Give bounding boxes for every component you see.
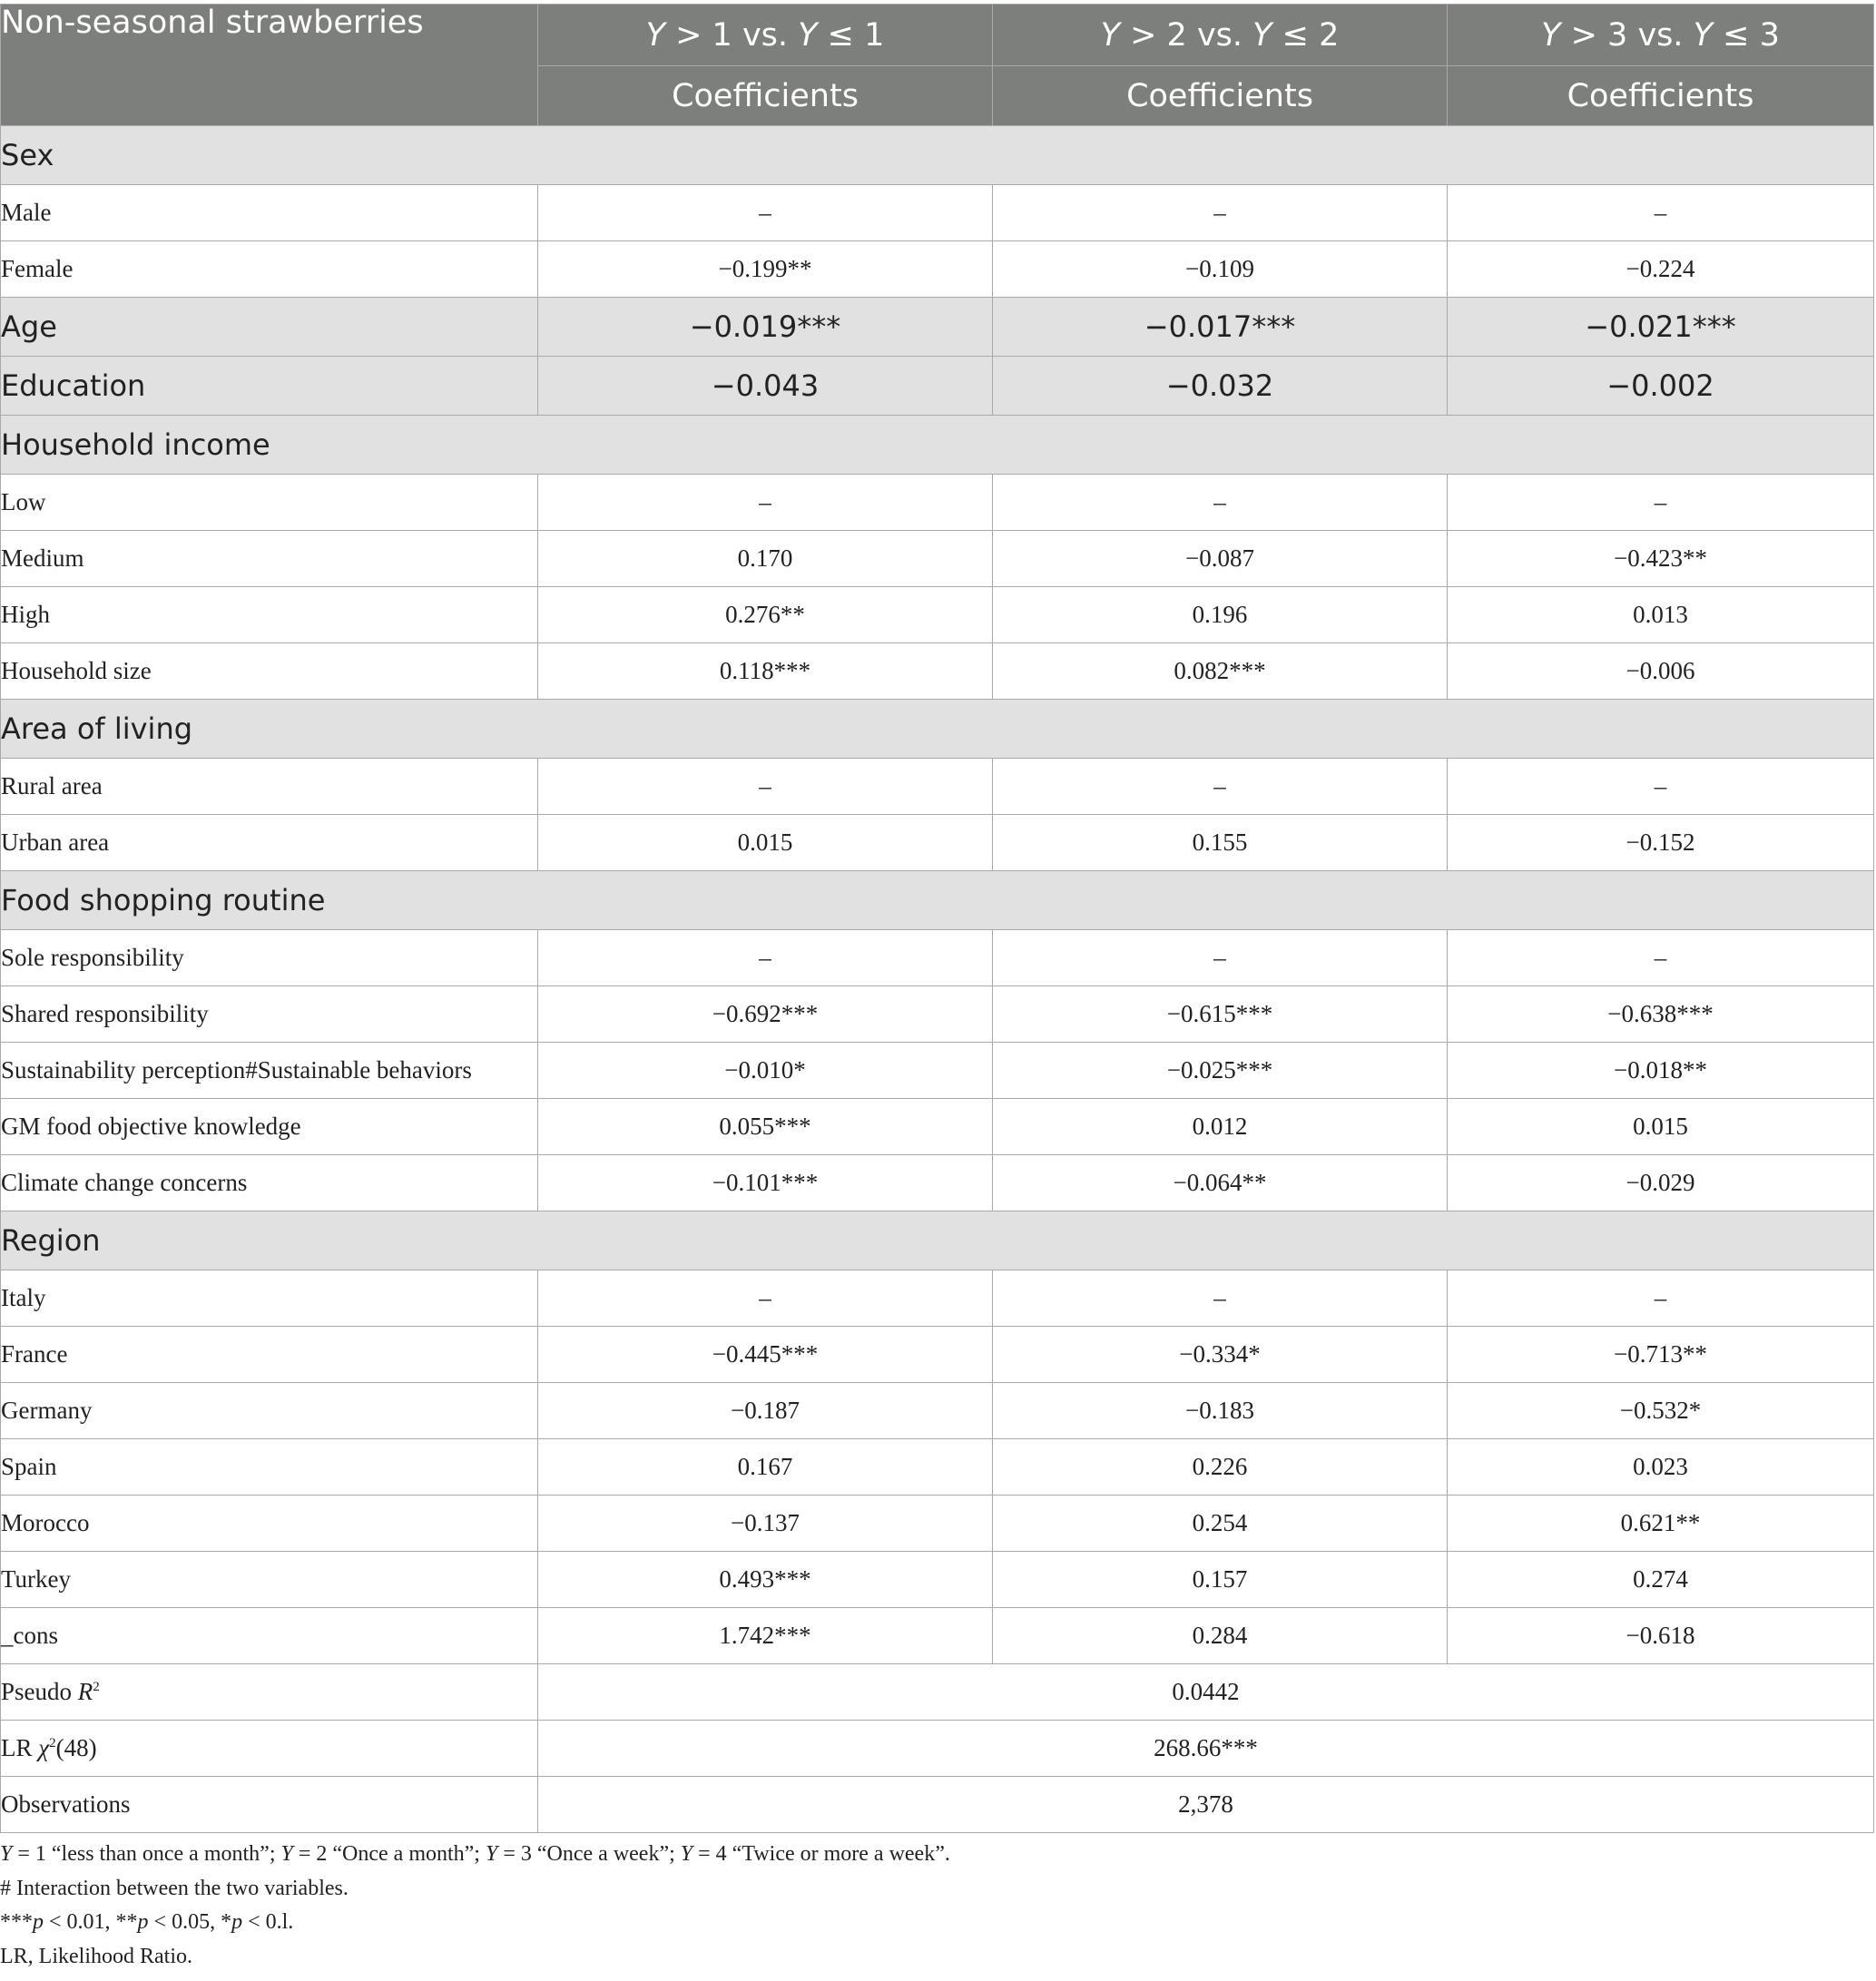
table-row	[1, 185, 1874, 241]
row-label: Male	[1, 185, 538, 241]
stat-row-lr	[1, 1721, 1874, 1777]
cell: 0.274	[1448, 1552, 1874, 1608]
italic-symbol: p	[231, 1910, 243, 1934]
cell: −0.618	[1448, 1608, 1874, 1664]
table-row	[1, 1327, 1874, 1383]
cell: −0.187	[538, 1383, 993, 1439]
row-label: LR $\chi^2(48)$	[1, 1721, 538, 1777]
cell: −0.018**	[1448, 1043, 1874, 1099]
cell: −0.029	[1448, 1155, 1874, 1211]
row-label: Spain	[1, 1439, 538, 1496]
cell: −0.010*	[538, 1043, 993, 1099]
cell: –	[993, 1270, 1448, 1327]
cell: −0.692***	[538, 986, 993, 1043]
cell: –	[1448, 759, 1874, 815]
table-row	[1, 241, 1874, 298]
cell: −0.002	[1448, 357, 1874, 416]
row-label: Rural area	[1, 759, 538, 815]
section-label: Food shopping routine	[1, 871, 1874, 930]
table-row	[1, 759, 1874, 815]
cell: −0.638***	[1448, 986, 1874, 1043]
stat-value: 2,378	[538, 1777, 1874, 1833]
cell: −0.224	[1448, 241, 1874, 298]
cell: −0.087	[993, 531, 1448, 587]
cell: 0.621**	[1448, 1496, 1874, 1552]
row-label: High	[1, 587, 538, 643]
cell: −0.615***	[993, 986, 1448, 1043]
variable-row	[1, 357, 1874, 416]
section-row	[1, 1211, 1874, 1270]
row-label: Morocco	[1, 1496, 538, 1552]
cell: –	[1448, 475, 1874, 531]
cell: –	[538, 185, 993, 241]
cell: −0.021***	[1448, 298, 1874, 357]
cell: 0.155	[993, 815, 1448, 871]
table-row	[1, 1439, 1874, 1496]
section-label: Region	[1, 1211, 1874, 1270]
cell: –	[538, 759, 993, 815]
row-label: Observations	[1, 1777, 538, 1833]
cell: −0.032	[993, 357, 1448, 416]
cell: −0.713**	[1448, 1327, 1874, 1383]
table-row	[1, 1270, 1874, 1327]
cell: –	[538, 930, 993, 986]
subheader-2: Coefficients	[993, 66, 1448, 126]
row-label: Female	[1, 241, 538, 298]
italic-symbol: Y	[0, 1842, 13, 1866]
table-row	[1, 1099, 1874, 1155]
cell: 0.015	[538, 815, 993, 871]
footnote-text: = 3 “Once a week”;	[497, 1842, 681, 1866]
footnote-text: < 0.01, **	[44, 1910, 138, 1934]
cell: −0.183	[993, 1383, 1448, 1439]
header-row	[1, 5, 1874, 66]
row-label: Urban area	[1, 815, 538, 871]
row-label: GM food objective knowledge	[1, 1099, 538, 1155]
cell: 0.226	[993, 1439, 1448, 1496]
cell: 0.023	[1448, 1439, 1874, 1496]
footnote-outcome-definitions	[0, 1838, 1870, 1872]
row-label: Education	[1, 357, 538, 416]
table-row	[1, 1608, 1874, 1664]
section-label: Sex	[1, 126, 1874, 185]
cell: 1.742***	[538, 1608, 993, 1664]
stat-row-pseudo-r2	[1, 1664, 1874, 1721]
footnote-text: < 0.05, *	[148, 1910, 232, 1934]
cell: 0.284	[993, 1608, 1448, 1664]
cell: –	[538, 1270, 993, 1327]
cell: 0.012	[993, 1099, 1448, 1155]
cell: −0.334*	[993, 1327, 1448, 1383]
stat-value: 0.0442	[538, 1664, 1874, 1721]
cell: 0.055***	[538, 1099, 993, 1155]
table-row	[1, 1043, 1874, 1099]
section-label: Area of living	[1, 700, 1874, 759]
subheader-1: Coefficients	[538, 66, 993, 126]
row-label: Medium	[1, 531, 538, 587]
cell: 0.082***	[993, 643, 1448, 700]
cell: –	[1448, 1270, 1874, 1327]
cell: –	[993, 475, 1448, 531]
footnote-lr: LR, Likelihood Ratio.	[0, 1944, 192, 1968]
row-label: Shared responsibility	[1, 986, 538, 1043]
cell: −0.423**	[1448, 531, 1874, 587]
table-row	[1, 986, 1874, 1043]
table-row	[1, 930, 1874, 986]
cell: −0.137	[538, 1496, 993, 1552]
row-label: Italy	[1, 1270, 538, 1327]
table-row	[1, 587, 1874, 643]
footnote-text: ***	[0, 1910, 33, 1934]
footnote-text: < 0.l.	[242, 1910, 294, 1934]
row-label: _cons	[1, 1608, 538, 1664]
cell: −0.017***	[993, 298, 1448, 357]
subheader-3: Coefficients	[1448, 66, 1874, 126]
cell: –	[993, 185, 1448, 241]
variable-row	[1, 298, 1874, 357]
cell: −0.109	[993, 241, 1448, 298]
cell: −0.043	[538, 357, 993, 416]
cell: 0.157	[993, 1552, 1448, 1608]
footnote-text: = 4 “Twice or more a week”.	[692, 1842, 950, 1866]
row-label: Germany	[1, 1383, 538, 1439]
italic-symbol: Y	[280, 1842, 293, 1866]
stat-value: 268.66***	[538, 1721, 1874, 1777]
row-label: Sole responsibility	[1, 930, 538, 986]
cell: −0.199**	[538, 241, 993, 298]
section-row	[1, 700, 1874, 759]
table-row	[1, 475, 1874, 531]
section-row	[1, 871, 1874, 930]
cell: –	[1448, 930, 1874, 986]
stat-row-observations	[1, 1777, 1874, 1833]
footnote-interaction: # Interaction between the two variables.	[0, 1876, 349, 1900]
row-label: Turkey	[1, 1552, 538, 1608]
col-header-3: Y > 3 vs. Y ≤ 3	[1448, 5, 1874, 66]
row-label: Household size	[1, 643, 538, 700]
footnote-significance	[0, 1906, 1870, 1940]
italic-symbol: Y	[485, 1842, 498, 1866]
cell: –	[993, 759, 1448, 815]
italic-symbol: p	[137, 1910, 149, 1934]
table-row	[1, 1383, 1874, 1439]
cell: −0.064**	[993, 1155, 1448, 1211]
cell: –	[993, 930, 1448, 986]
table-row	[1, 531, 1874, 587]
cell: 0.254	[993, 1496, 1448, 1552]
table-row	[1, 643, 1874, 700]
row-label: Pseudo $R^2$	[1, 1664, 538, 1721]
cell: 0.196	[993, 587, 1448, 643]
col-header-2: Y > 2 vs. Y ≤ 2	[993, 5, 1448, 66]
row-label: Low	[1, 475, 538, 531]
table-row	[1, 1496, 1874, 1552]
corner-label: Non-seasonal strawberries	[1, 5, 538, 126]
cell: 0.493***	[538, 1552, 993, 1608]
cell: −0.445***	[538, 1327, 993, 1383]
cell: −0.152	[1448, 815, 1874, 871]
cell: 0.170	[538, 531, 993, 587]
table-row	[1, 1155, 1874, 1211]
section-row	[1, 126, 1874, 185]
section-row	[1, 416, 1874, 475]
cell: –	[1448, 185, 1874, 241]
table-footnotes	[0, 1838, 1870, 1974]
cell: 0.167	[538, 1439, 993, 1496]
row-label: France	[1, 1327, 538, 1383]
cell: −0.101***	[538, 1155, 993, 1211]
cell: −0.006	[1448, 643, 1874, 700]
cell: −0.025***	[993, 1043, 1448, 1099]
row-label: Climate change concerns	[1, 1155, 538, 1211]
cell: −0.532*	[1448, 1383, 1874, 1439]
cell: –	[538, 475, 993, 531]
italic-symbol: p	[33, 1910, 44, 1934]
cell: 0.013	[1448, 587, 1874, 643]
cell: −0.019***	[538, 298, 993, 357]
italic-symbol: Y	[680, 1842, 693, 1866]
col-header-1: Y > 1 vs. Y ≤ 1	[538, 5, 993, 66]
table-row	[1, 815, 1874, 871]
cell: 0.118***	[538, 643, 993, 700]
row-label: Age	[1, 298, 538, 357]
row-label: Sustainability perception#Sustainable behaviors	[1, 1043, 538, 1099]
cell: 0.276**	[538, 587, 993, 643]
table-row	[1, 1552, 1874, 1608]
coefficients-table	[0, 4, 1874, 1833]
cell: 0.015	[1448, 1099, 1874, 1155]
section-label: Household income	[1, 416, 1874, 475]
footnote-text: = 2 “Once a month”;	[292, 1842, 486, 1866]
footnote-text: = 1 “less than once a month”;	[12, 1842, 281, 1866]
